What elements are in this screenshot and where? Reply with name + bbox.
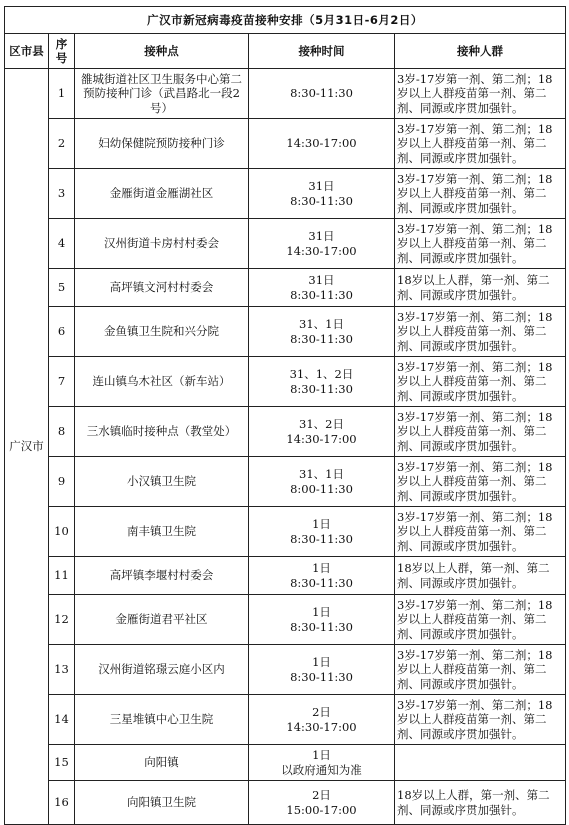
table-title: 广汉市新冠病毒疫苗接种安排（5月31日-6月2日） [5,7,566,34]
site-cell: 金雁街道君平社区 [75,595,249,645]
table-row [5,595,566,645]
table-row [5,407,566,457]
header-seq: 序号 [49,34,75,69]
seq-cell: 3 [49,169,75,219]
header-region: 区市县 [5,34,49,69]
seq-cell: 11 [49,557,75,595]
site-cell: 汉州街道卡房村村委会 [75,219,249,269]
site-cell: 向阳镇卫生院 [75,781,249,825]
table-row [5,507,566,557]
region-cell: 广汉市 [5,69,49,825]
table-row [5,169,566,219]
site-cell: 连山镇乌木社区（新车站） [75,357,249,407]
vaccination-schedule-table [4,6,566,825]
seq-cell: 10 [49,507,75,557]
seq-cell: 6 [49,307,75,357]
time-cell: 8:30-11:30 [249,69,395,119]
time-cell: 1日 8:30-11:30 [249,645,395,695]
site-cell: 向阳镇 [75,745,249,781]
time-cell: 31、1日 8:00-11:30 [249,457,395,507]
table-row [5,269,566,307]
header-site: 接种点 [75,34,249,69]
site-cell: 妇幼保健院预防接种门诊 [75,119,249,169]
table-row [5,307,566,357]
time-cell: 14:30-17:00 [249,119,395,169]
table-row [5,119,566,169]
group-cell: 3岁-17岁第一剂、第二剂；18岁以上人群疫苗第一剂、第二剂、同源或序贯加强针。 [395,595,566,645]
time-cell: 1日 8:30-11:30 [249,595,395,645]
group-cell: 3岁-17岁第一剂、第二剂；18岁以上人群疫苗第一剂、第二剂、同源或序贯加强针。 [395,357,566,407]
table-row [5,219,566,269]
site-cell: 高坪镇文河村村委会 [75,269,249,307]
seq-cell: 1 [49,69,75,119]
site-cell: 小汉镇卫生院 [75,457,249,507]
group-cell: 3岁-17岁第一剂、第二剂；18岁以上人群疫苗第一剂、第二剂、同源或序贯加强针。 [395,407,566,457]
seq-cell: 14 [49,695,75,745]
time-cell: 31日 8:30-11:30 [249,269,395,307]
header-group: 接种人群 [395,34,566,69]
seq-cell: 4 [49,219,75,269]
site-cell: 三星堆镇中心卫生院 [75,695,249,745]
site-cell: 金雁街道金雁湖社区 [75,169,249,219]
site-cell: 三水镇临时接种点（教堂处） [75,407,249,457]
group-cell: 18岁以上人群，第一剂、第二剂、同源或序贯加强针。 [395,269,566,307]
header-time: 接种时间 [249,34,395,69]
time-cell: 31、1日 8:30-11:30 [249,307,395,357]
seq-cell: 15 [49,745,75,781]
group-cell: 3岁-17岁第一剂、第二剂；18岁以上人群疫苗第一剂、第二剂、同源或序贯加强针。 [395,645,566,695]
seq-cell: 13 [49,645,75,695]
table-row [5,557,566,595]
time-cell: 2日 14:30-17:00 [249,695,395,745]
group-cell: 3岁-17岁第一剂、第二剂；18岁以上人群疫苗第一剂、第二剂、同源或序贯加强针。 [395,169,566,219]
group-cell: 3岁-17岁第一剂、第二剂；18岁以上人群疫苗第一剂、第二剂、同源或序贯加强针。 [395,307,566,357]
table-row [5,695,566,745]
table-row [5,745,566,781]
time-cell: 1日 8:30-11:30 [249,507,395,557]
time-cell: 1日 以政府通知为准 [249,745,395,781]
seq-cell: 5 [49,269,75,307]
site-cell: 金鱼镇卫生院和兴分院 [75,307,249,357]
group-cell [395,745,566,781]
time-cell: 31日 14:30-17:00 [249,219,395,269]
seq-cell: 16 [49,781,75,825]
seq-cell: 8 [49,407,75,457]
group-cell: 3岁-17岁第一剂、第二剂；18岁以上人群疫苗第一剂、第二剂、同源或序贯加强针。 [395,219,566,269]
table-row [5,357,566,407]
seq-cell: 12 [49,595,75,645]
time-cell: 31日 8:30-11:30 [249,169,395,219]
time-cell: 31、1、2日 8:30-11:30 [249,357,395,407]
time-cell: 1日 8:30-11:30 [249,557,395,595]
group-cell: 3岁-17岁第一剂、第二剂；18岁以上人群疫苗第一剂、第二剂、同源或序贯加强针。 [395,507,566,557]
group-cell: 18岁以上人群，第一剂、第二剂、同源或序贯加强针。 [395,781,566,825]
site-cell: 高坪镇李堰村村委会 [75,557,249,595]
seq-cell: 7 [49,357,75,407]
group-cell: 3岁-17岁第一剂、第二剂；18岁以上人群疫苗第一剂、第二剂、同源或序贯加强针。 [395,119,566,169]
seq-cell: 9 [49,457,75,507]
table-row [5,69,566,119]
site-cell: 雒城街道社区卫生服务中心第二预防接种门诊（武昌路北一段2号） [75,69,249,119]
group-cell: 3岁-17岁第一剂、第二剂；18岁以上人群疫苗第一剂、第二剂、同源或序贯加强针。 [395,457,566,507]
time-cell: 31、2日 14:30-17:00 [249,407,395,457]
group-cell: 18岁以上人群，第一剂、第二剂、同源或序贯加强针。 [395,557,566,595]
group-cell: 3岁-17岁第一剂、第二剂；18岁以上人群疫苗第一剂、第二剂、同源或序贯加强针。 [395,695,566,745]
site-cell: 汉州街道铭璟云庭小区内 [75,645,249,695]
table-row [5,457,566,507]
table-row [5,645,566,695]
site-cell: 南丰镇卫生院 [75,507,249,557]
seq-cell: 2 [49,119,75,169]
header-row [5,34,566,69]
title-row [5,7,566,34]
time-cell: 2日 15:00-17:00 [249,781,395,825]
group-cell: 3岁-17岁第一剂、第二剂；18岁以上人群疫苗第一剂、第二剂、同源或序贯加强针。 [395,69,566,119]
